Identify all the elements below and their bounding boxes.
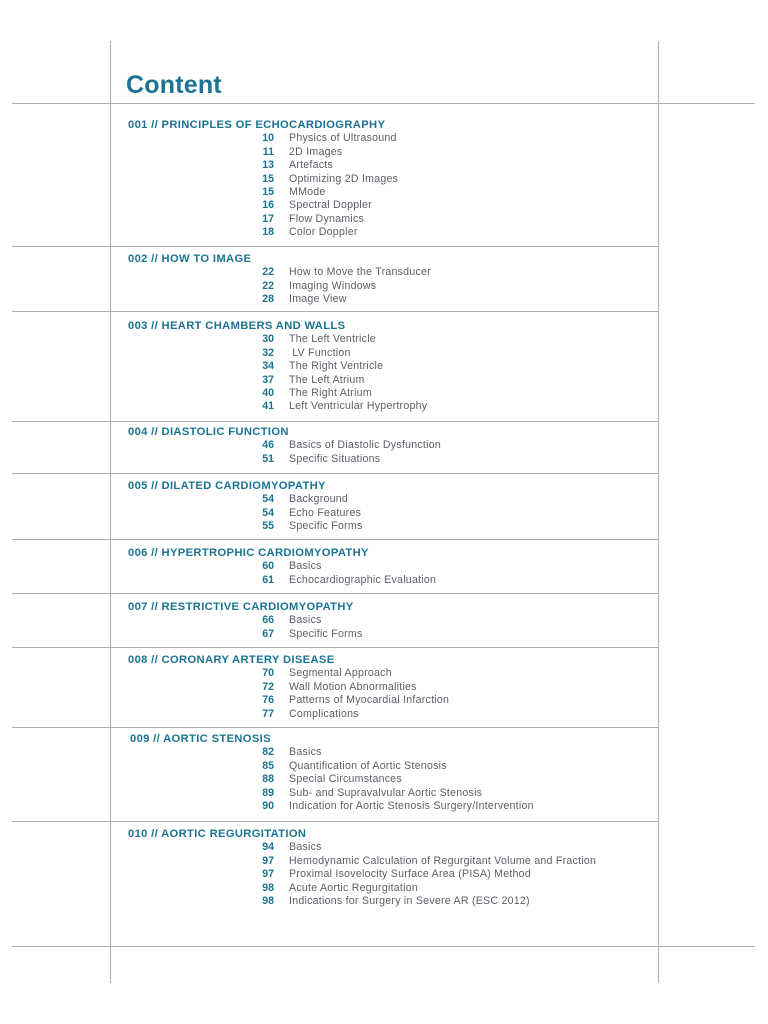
page-number: 41 (262, 400, 274, 413)
page-number: 28 (262, 293, 274, 306)
entry-title: Specific Situations (289, 452, 381, 465)
entry-title: Basics (289, 614, 322, 627)
page-number: 15 (262, 186, 274, 198)
entry-title: Complications (289, 707, 359, 720)
toc-entry (0, 493, 768, 506)
entry-title: Indication for Aortic Stenosis Surgery/Intervention (289, 800, 534, 812)
toc-entry (0, 266, 768, 279)
page-number: 46 (262, 439, 274, 452)
toc-entry (0, 387, 768, 400)
section-divider (12, 727, 658, 728)
section-heading: 005 // DILATED CARDIOMYOPATHY (128, 480, 326, 492)
entry-title: Specific Forms (289, 627, 363, 640)
page-number: 88 (262, 773, 274, 786)
page-number: 34 (262, 360, 274, 373)
entry-title: Image View (289, 293, 347, 306)
page-number: 82 (262, 746, 274, 759)
page-number: 76 (262, 694, 274, 707)
entry-title: How to Move the Transducer (289, 266, 431, 279)
section-divider (12, 246, 658, 247)
toc-entry (0, 280, 768, 293)
entry-title: Echo Features (289, 506, 362, 519)
entry-title: Basics of Diastolic Dysfunction (289, 439, 441, 452)
toc-entry (0, 708, 768, 721)
page-number: 30 (262, 333, 274, 346)
entry-title: Spectral Doppler (289, 199, 372, 212)
page-number: 67 (262, 627, 274, 640)
page-number: 18 (262, 226, 274, 239)
section-heading: 007 // RESTRICTIVE CARDIOMYOPATHY (128, 601, 354, 613)
entry-title: Proximal Isovelocity Surface Area (PISA) Method (289, 868, 531, 881)
entry-title: Background (289, 493, 349, 506)
toc-entry (0, 681, 768, 694)
entry-title: Color Doppler (289, 226, 358, 239)
toc-entry (0, 199, 768, 212)
section-heading: 006 // HYPERTROPHIC CARDIOMYOPATHY (128, 547, 369, 559)
toc-entry (0, 868, 768, 881)
entry-title: 2D Images (289, 145, 343, 158)
entry-title: Indications for Surgery in Severe AR (ESC 2012) (289, 895, 530, 907)
toc-entry (0, 574, 768, 587)
section-heading: 009 // AORTIC STENOSIS (130, 733, 271, 745)
entry-title: Basics (289, 841, 322, 854)
page-number: 98 (262, 881, 274, 894)
entry-title: Artefacts (289, 159, 334, 172)
page-number: 40 (262, 387, 274, 399)
entry-title: Imaging Windows (289, 279, 377, 292)
page-number: 97 (262, 854, 274, 867)
page-number: 97 (262, 868, 274, 881)
toc-entry (0, 882, 768, 895)
toc-entry (0, 213, 768, 226)
toc-entry (0, 293, 768, 306)
entry-title: Basics (289, 560, 322, 573)
toc-entry (0, 374, 768, 387)
section-heading: 003 // HEART CHAMBERS AND WALLS (128, 320, 346, 332)
entry-title: Physics of Ultrasound (289, 132, 397, 145)
toc-entry (0, 400, 768, 413)
page-number: 32 (262, 346, 274, 359)
toc-entry (0, 760, 768, 773)
page-number: 72 (262, 680, 274, 693)
page-number: 22 (262, 266, 274, 279)
section-divider (12, 821, 658, 822)
toc-entry (0, 173, 768, 186)
toc-entry (0, 453, 768, 466)
title-divider (12, 103, 755, 104)
entry-title: Left Ventricular Hypertrophy (289, 400, 428, 413)
entry-title: Sub- and Supravalvular Aortic Stenosis (289, 786, 483, 799)
entry-title: MMode (289, 186, 326, 198)
entry-title: Special Circumstances (289, 773, 402, 786)
entry-title: The Right Ventricle (289, 360, 384, 373)
page-number: 54 (262, 506, 274, 519)
section-divider (12, 647, 658, 648)
section-divider (12, 593, 658, 594)
page-number: 16 (262, 199, 274, 212)
toc-entry (0, 333, 768, 346)
entry-title: Wall Motion Abnormalities (289, 680, 417, 693)
toc-entry (0, 132, 768, 145)
entry-title: Acute Aortic Regurgitation (289, 881, 418, 894)
page-number: 89 (262, 786, 274, 799)
page-number: 85 (262, 759, 274, 772)
entry-title: The Right Atrium (289, 387, 372, 399)
page-number: 66 (262, 614, 274, 627)
entry-title: The Left Atrium (289, 373, 365, 386)
section-divider (12, 473, 658, 474)
page-number: 98 (262, 895, 274, 907)
toc-entry (0, 895, 768, 908)
entry-title: The Left Ventricle (289, 333, 376, 346)
section-divider (12, 311, 658, 312)
toc-entry (0, 439, 768, 452)
entry-title: Flow Dynamics (289, 212, 365, 225)
section-heading: 010 // AORTIC REGURGITATION (128, 828, 307, 840)
page-number: 17 (262, 212, 274, 225)
entry-title: Segmental Approach (289, 667, 392, 680)
page-number: 61 (262, 573, 274, 586)
page-title: Content (126, 71, 222, 99)
page-number: 13 (262, 159, 274, 172)
entry-title: Quantification of Aortic Stenosis (289, 759, 447, 772)
toc-entry (0, 159, 768, 172)
entry-title: Echocardiographic Evaluation (289, 573, 437, 586)
toc-entry (0, 186, 768, 199)
toc-entry (0, 520, 768, 533)
entry-title: Optimizing 2D Images (289, 172, 399, 185)
page-number: 77 (262, 707, 274, 720)
toc-entry (0, 347, 768, 360)
page-number: 22 (262, 279, 274, 292)
toc-entry (0, 773, 768, 786)
page-number: 37 (262, 373, 274, 386)
section-divider (12, 539, 658, 540)
section-heading: 002 // HOW TO IMAGE (128, 253, 252, 265)
toc-entry (0, 841, 768, 854)
page-number: 90 (262, 800, 274, 812)
entry-title: Patterns of Myocardial Infarction (289, 694, 450, 707)
page-number: 15 (262, 172, 274, 185)
page-number: 51 (262, 452, 274, 465)
toc-entry (0, 226, 768, 239)
page-number: 11 (262, 145, 274, 158)
toc-entry (0, 667, 768, 680)
page-number: 60 (262, 560, 274, 573)
page-number: 10 (262, 132, 274, 145)
toc-entry (0, 614, 768, 627)
bottom-divider (12, 946, 755, 947)
toc-entry (0, 507, 768, 520)
toc-entry (0, 360, 768, 373)
entry-title: Hemodynamic Calculation of Regurgitant Volume and Fraction (289, 854, 597, 867)
entry-title: LV Function (289, 346, 351, 359)
toc-entry (0, 855, 768, 868)
toc-entry (0, 787, 768, 800)
entry-title: Specific Forms (289, 520, 363, 533)
toc-entry (0, 746, 768, 759)
entry-title: Basics (289, 746, 322, 759)
page-number: 54 (262, 493, 274, 506)
toc-entry (0, 146, 768, 159)
toc-entry (0, 560, 768, 573)
section-divider (12, 421, 658, 422)
page-number: 55 (262, 520, 274, 533)
toc-entry (0, 694, 768, 707)
section-heading: 004 // DIASTOLIC FUNCTION (128, 426, 289, 438)
section-heading: 008 // CORONARY ARTERY DISEASE (128, 654, 335, 666)
section-heading: 001 // PRINCIPLES OF ECHOCARDIOGRAPHY (128, 119, 386, 131)
toc-entry (0, 800, 768, 813)
page-number: 70 (262, 667, 274, 680)
toc-entry (0, 628, 768, 641)
page-number: 94 (262, 841, 274, 854)
